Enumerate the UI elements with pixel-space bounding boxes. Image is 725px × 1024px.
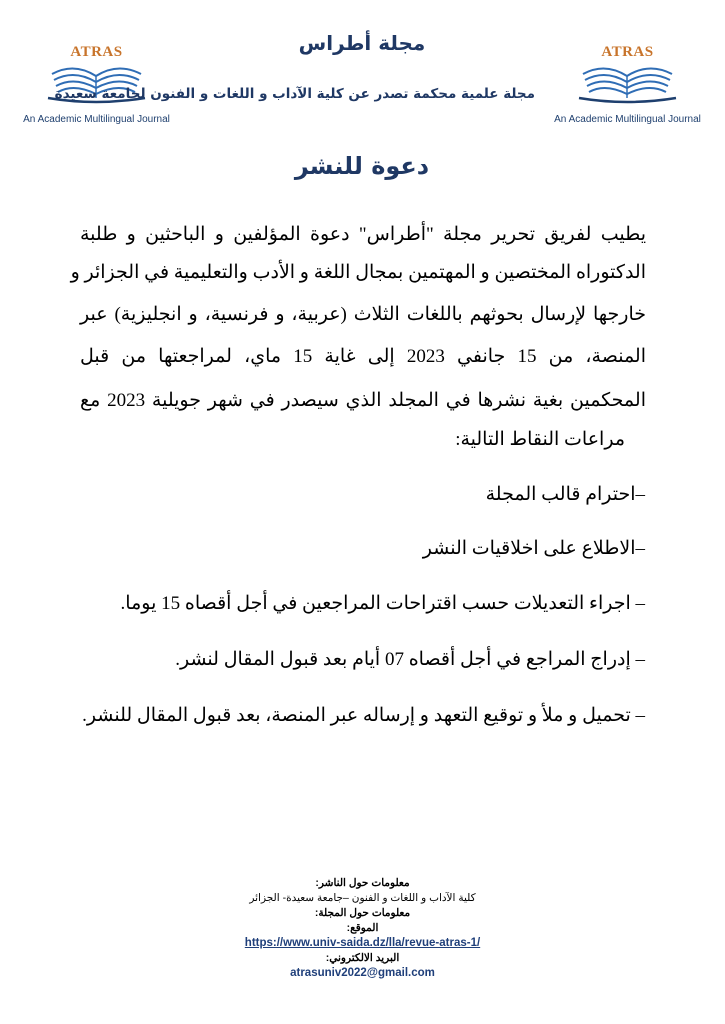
email-link[interactable]: atrasuniv2022@gmail.com	[290, 967, 435, 979]
logo-title: ATRAS	[70, 44, 123, 60]
site-label: الموقع:	[346, 922, 379, 934]
open-book-icon	[575, 58, 680, 108]
journal-subtitle: مجلة علمية محكمة تصدر عن كلية الآداب و اللغات و الفنون لجامعة سعيدة	[54, 86, 535, 102]
site-link[interactable]: https://www.univ-saida.dz/lla/revue-atras-1/	[244, 937, 481, 949]
logo-title: ATRAS	[601, 44, 654, 60]
logo-subtitle: An Academic Multilingual Journal	[23, 114, 170, 125]
journal-title: مجلة أطراس	[298, 31, 426, 55]
publisher-label: معلومات حول الناشر:	[315, 877, 410, 889]
paragraph-line: يطيب لفريق تحرير مجلة "أطراس" دعوة المؤلفين و الباحثين و طلبة	[80, 224, 646, 245]
paragraph-line: خارجها لإرسال بحوثهم باللغات الثلاث (عربية، و فرنسية، و انجليزية) عبر	[80, 304, 646, 325]
page-heading: دعوة للنشر	[294, 152, 430, 180]
list-item: –احترام قالب المجلة	[485, 484, 645, 505]
logo-right	[545, 44, 710, 134]
email-label: البريد الالكتروني:	[325, 952, 400, 964]
paragraph-line: مراعات النقاط التالية:	[455, 429, 625, 450]
journal-info-label: معلومات حول المجلة:	[314, 907, 411, 919]
list-item: – تحميل و ملأ و توقيع التعهد و إرساله عبر المنصة، بعد قبول المقال للنشر.	[82, 705, 645, 726]
paragraph-line: المنصة، من 15 جانفي 2023 إلى غاية 15 ماي، لمراجعتها من قبل	[80, 346, 646, 367]
logo-subtitle: An Academic Multilingual Journal	[554, 114, 701, 125]
list-item: –الاطلاع على اخلاقيات النشر	[422, 538, 645, 559]
paragraph-line: المحكمين بغية نشرها في المجلد الذي سيصدر في شهر جويلية 2023 مع	[80, 390, 646, 411]
list-item: – إدراج المراجع في أجل أقصاه 07 أيام بعد قبول المقال لنشر.	[175, 649, 645, 670]
paragraph-line: الدكتوراه المختصين و المهتمين بمجال اللغة و الأدب والتعليمية في الجزائر و	[70, 262, 646, 283]
publisher-value: كلية الآداب و اللغات و الفنون –جامعة سعيدة- الجزائر	[249, 892, 476, 904]
list-item: – اجراء التعديلات حسب اقتراحات المراجعين في أجل أقصاه 15 يوما.	[120, 593, 645, 614]
